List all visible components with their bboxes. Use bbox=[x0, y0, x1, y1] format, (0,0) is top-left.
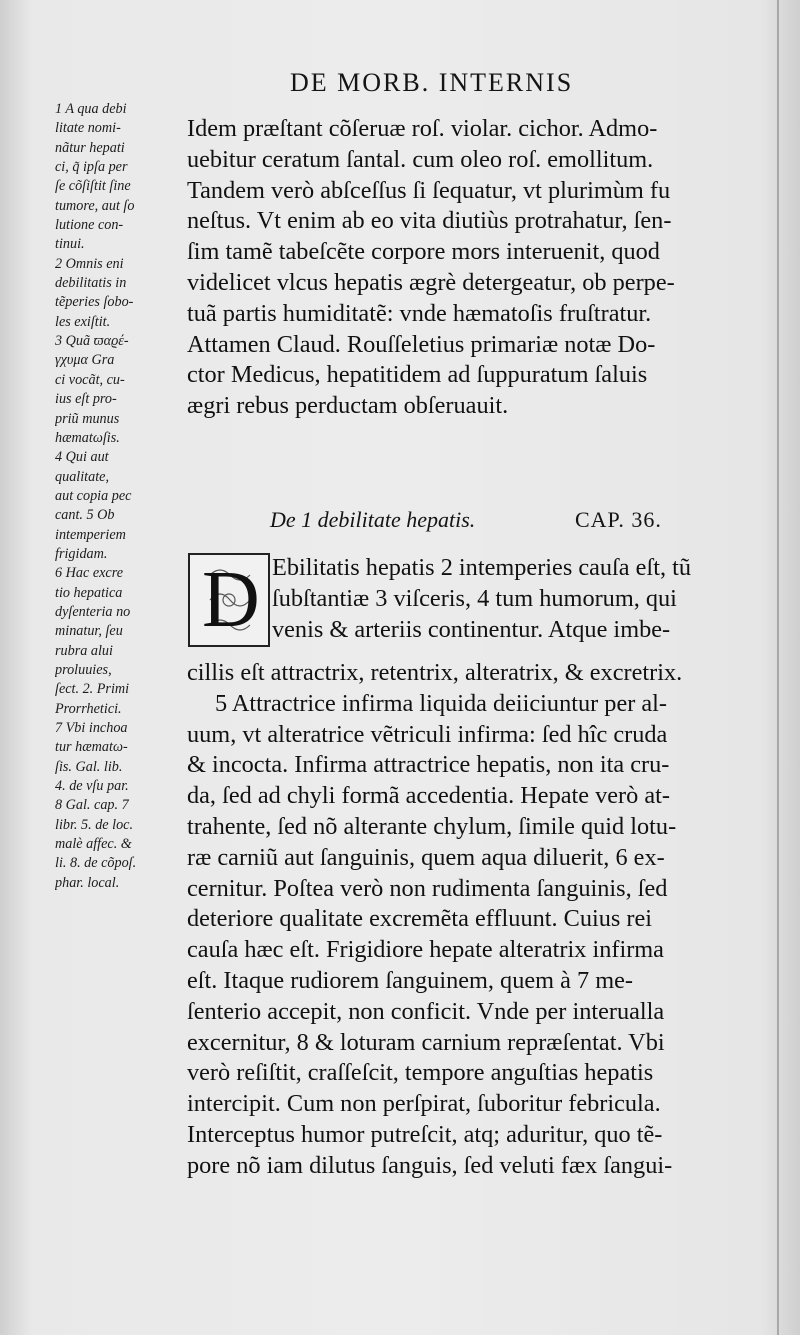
margin-note-line: tumore, aut ſo bbox=[55, 197, 135, 214]
margin-note-line: tio hepatica bbox=[55, 584, 123, 601]
text-line: eſt. Itaque rudiorem ſanguinem, quem à 7 me- bbox=[187, 966, 633, 994]
margin-note-line: debilitatis in bbox=[55, 275, 127, 292]
text-line: Ebilitatis hepatis 2 intemperies cauſa eſt, tũ bbox=[272, 554, 692, 581]
text-line: Tandem verò abſceſſus ſi ſequatur, vt plurimùm fu bbox=[187, 176, 671, 204]
margin-note-line: tinui. bbox=[55, 236, 85, 253]
page-edge bbox=[777, 0, 779, 1335]
text-line: ægri rebus perductam obſeruauit. bbox=[187, 392, 509, 420]
margin-note-line: 4 Qui aut bbox=[55, 449, 109, 466]
text-line: neſtus. Vt enim ab eo vita diutiùs protrahatur, ſen- bbox=[187, 207, 672, 235]
text-line: Interceptus humor putreſcit, atq; aduritur, quo tẽ- bbox=[187, 1120, 663, 1148]
decorated-initial bbox=[188, 553, 270, 647]
margin-note-line: litate nomi- bbox=[55, 120, 121, 137]
text-line: cauſa hæc eſt. Frigidiore hepate alteratrix infirma bbox=[187, 936, 664, 964]
text-line: intercipit. Cum non perſpirat, ſuboritur febricula. bbox=[187, 1090, 661, 1118]
text-line: ræ carniũ aut ſanguinis, quem aqua diluerit, 6 ex- bbox=[187, 843, 665, 871]
text-line: Idem præſtant cõſeruæ roſ. violar. cichor. Admo- bbox=[187, 115, 658, 142]
text-line: ctor Medicus, hepatitidem ad ſuppuratum ſaluis bbox=[187, 361, 648, 389]
text-line: Attamen Claud. Rouſſeletius primariæ notæ Do- bbox=[187, 330, 656, 358]
margin-note-line: nãtur hepati bbox=[55, 139, 125, 156]
margin-note-line: cant. 5 Ob bbox=[55, 507, 115, 524]
paragraph-1 bbox=[187, 114, 767, 422]
text-line: & incocta. Infirma attractrice hepatis, non ita cru- bbox=[187, 751, 670, 779]
margin-note-line: libr. 5. de loc. bbox=[55, 816, 134, 833]
marginal-notes bbox=[55, 100, 185, 893]
margin-note-line: li. 8. de cõpoſ. bbox=[55, 855, 137, 872]
margin-note-line: les exiſtit. bbox=[55, 313, 111, 330]
text-line: ſim tamẽ tabeſcẽte corpore mors interuenit, quod bbox=[187, 238, 660, 266]
text-line: ſubſtantiæ 3 viſceris, 4 tum humorum, qui bbox=[272, 584, 677, 612]
margin-note-line: proluuies, bbox=[55, 661, 112, 678]
margin-note-line: 4. de vſu par. bbox=[55, 778, 129, 795]
text-line: pore nõ iam dilutus ſanguis, ſed veluti fæx ſangui- bbox=[187, 1151, 673, 1179]
dropcap-letter: D bbox=[202, 556, 260, 644]
margin-note-line: malè affec. & bbox=[55, 836, 132, 853]
margin-note-line: dyſenteria no bbox=[55, 603, 131, 620]
text-line: excernitur, 8 & loturam carnium repræſentat. Vbi bbox=[187, 1028, 665, 1056]
margin-note-line: ius eſt pro- bbox=[55, 391, 117, 408]
chapter-number: CAP. 36. bbox=[575, 507, 662, 532]
margin-note-line: 6 Hac excre bbox=[55, 565, 124, 582]
margin-note-line: intemperiem bbox=[55, 526, 126, 543]
chapter-title: De 1 debilitate hepatis. bbox=[270, 507, 476, 532]
text-line: 5 Attractrice infirma liquida deiiciuntur per al- bbox=[215, 689, 668, 717]
margin-note-line: 3 Quã ϖαϱέ- bbox=[55, 333, 129, 350]
paragraph-2 bbox=[187, 658, 767, 1182]
margin-note-line: 1 A qua debi bbox=[55, 101, 127, 117]
running-header: DE MORB. INTERNIS bbox=[290, 68, 574, 97]
text-line: uum, vt alteratrice vẽtriculi infirma: ſed hîc cruda bbox=[187, 720, 668, 748]
margin-note-line: hæmatωſis. bbox=[55, 429, 120, 446]
paragraph-2-opening bbox=[272, 553, 767, 645]
margin-note-line: lutione con- bbox=[55, 217, 124, 234]
margin-note-line: ſis. Gal. lib. bbox=[55, 758, 123, 775]
margin-note-line: Prorrhetici. bbox=[55, 700, 122, 717]
margin-note-line: 2 Omnis eni bbox=[55, 255, 124, 272]
margin-note-line: tur hæmatω- bbox=[55, 739, 128, 756]
margin-note-line: minatur, ſeu bbox=[55, 623, 123, 640]
margin-note-line: ſe cõſiſtit ſine bbox=[55, 178, 131, 195]
text-line: venis & arteriis continentur. Atque imbe- bbox=[272, 615, 671, 643]
text-line: cillis eſt attractrix, retentrix, alteratrix, & excretrix. bbox=[187, 659, 683, 686]
margin-note-line: priũ munus bbox=[55, 410, 120, 427]
margin-note-line: aut copia pec bbox=[55, 487, 132, 504]
chapter-heading bbox=[270, 507, 700, 533]
text-line: tuã partis humiditatẽ: vnde hæmatoſis fruſtratur. bbox=[187, 299, 652, 327]
text-line: verò reſiſtit, craſſeſcit, tempore anguſtias hepatis bbox=[187, 1059, 654, 1087]
margin-note-line: rubra alui bbox=[55, 642, 113, 659]
text-line: uebitur ceratum ſantal. cum oleo roſ. emollitum. bbox=[187, 145, 654, 173]
margin-note-line: 8 Gal. cap. 7 bbox=[55, 797, 129, 814]
margin-note-line: frigidam. bbox=[55, 545, 108, 562]
text-line: videlicet vlcus hepatis ægrè detergeatur, ob perpe- bbox=[187, 268, 675, 296]
text-line: cernitur. Poſtea verò non rudimenta ſanguinis, ſed bbox=[187, 874, 668, 902]
margin-note-line: ci vocãt, cu- bbox=[55, 371, 125, 388]
text-line: deteriore qualitate excremẽta effluunt. Cuius rei bbox=[187, 905, 653, 933]
margin-note-line: ci, q̃ ipſa per bbox=[55, 159, 128, 176]
margin-note-line: γχυμα Gra bbox=[55, 352, 115, 369]
margin-note-line: phar. local. bbox=[55, 874, 120, 891]
margin-note-line: ſect. 2. Primi bbox=[55, 681, 130, 698]
margin-note-line: 7 Vbi inchoa bbox=[55, 720, 128, 736]
text-line: ſenterio accepit, non conficit. Vnde per interualla bbox=[187, 997, 665, 1025]
text-line: trahente, ſed nõ alterante chylum, ſimile quid lotu- bbox=[187, 812, 677, 840]
margin-note-line: qualitate, bbox=[55, 468, 109, 485]
text-line: da, ſed ad chyli formã accedentia. Hepate verò at- bbox=[187, 782, 670, 810]
margin-note-line: tẽperies ſobo- bbox=[55, 294, 134, 311]
